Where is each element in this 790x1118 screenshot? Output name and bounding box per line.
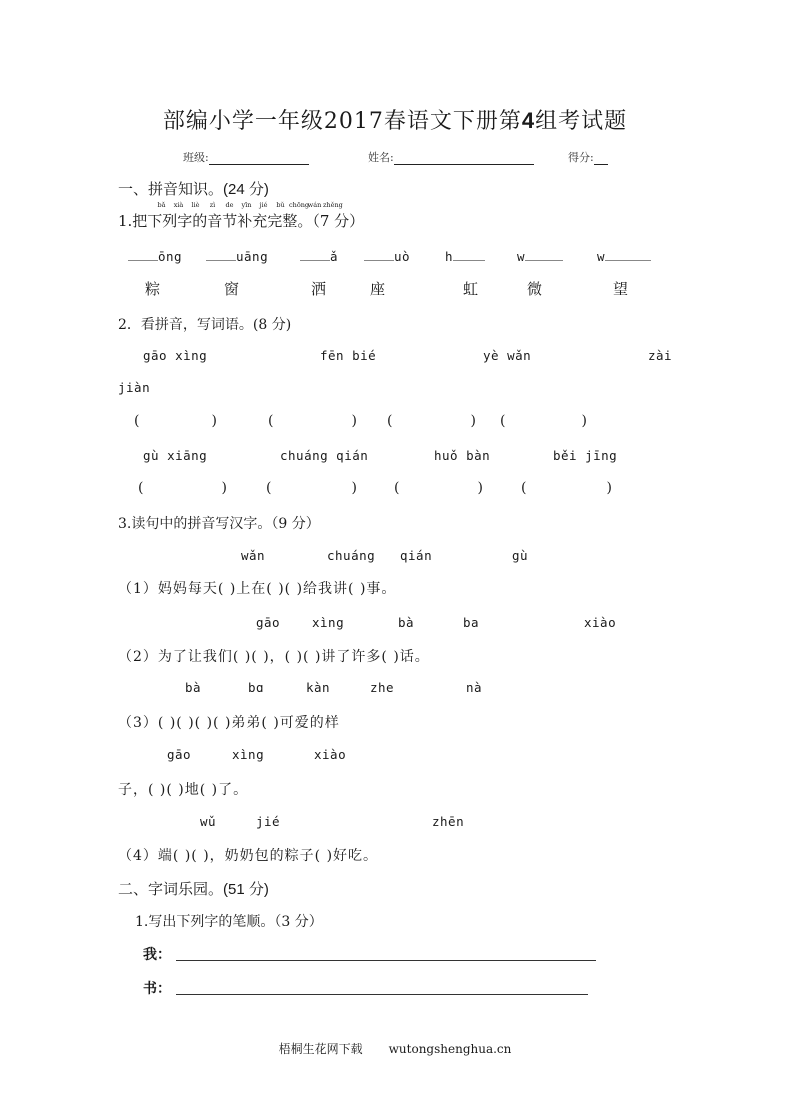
q2-answer-2[interactable]: ( ) [268,413,357,429]
title-suffix: 组考试题 [535,109,628,134]
class-blank[interactable] [209,152,309,165]
q1-item-3-char: 洒 [311,280,327,298]
footer [0,1040,790,1057]
section1-heading: 一、拼音知识。(24 分) [118,181,269,198]
q3-s1-pinyin-2: chuáng [327,548,376,563]
q3-s2-pinyin-3: bà [398,615,415,630]
q2-pinyin-3: yè wǎn [483,348,532,363]
q3-text: 3.读句中的拼音写汉字。（9 分） [118,516,320,532]
title-prefix: 部编小学一年级2017春语文下册第 [162,109,522,134]
q2-answer-6[interactable]: ( ) [266,480,357,496]
q2-answer-7[interactable]: ( ) [394,480,483,496]
q3-sentence-3b[interactable]: 子，( )( )地( )了。 [118,782,249,798]
score-label: 得分: [568,151,594,164]
q3-s3-pinyin-2: bɑ [248,680,265,695]
q1-item-1-pinyin[interactable]: ōng [128,248,182,264]
q2-pinyin-2: fēn bié [320,348,377,363]
score-field[interactable] [568,149,608,165]
q2-answer-8[interactable]: ( ) [521,480,612,496]
stroke-line-wo[interactable] [176,960,596,961]
q1-item-5-pinyin[interactable]: h [445,248,485,264]
q2-pinyin-4: zài [648,348,673,363]
q1-item-3-pinyin[interactable]: ǎ [300,248,338,264]
stroke-line-shu[interactable] [176,994,588,995]
q2-pinyin-8: běi jīng [553,448,618,463]
q2-pinyin-7: huǒ bàn [434,448,491,463]
section2-heading: 二、字词乐园。(51 分) [118,881,269,898]
q3-s2-pinyin-1: gāo [256,615,281,630]
q2-answer-5[interactable]: ( ) [138,480,227,496]
q2-text: 2．看拼音，写词语。(8 分) [118,317,292,333]
name-label: 姓名: [368,151,394,164]
q2-pinyin-4-wrap: jiàn [118,380,151,395]
q3-s1-pinyin-1: wǎn [241,548,266,563]
q1-item-7-pinyin[interactable]: w [597,248,651,264]
stroke-label-wo: 我： [143,947,171,963]
class-label: 班级: [183,151,209,164]
q3-s1-pinyin-3: qián [400,548,433,563]
score-blank[interactable] [594,152,608,165]
q3-s4-pinyin-3: zhēn [432,814,465,829]
q1-item-2-pinyin[interactable]: uāng [206,248,268,264]
q2-pinyin-6: chuáng qián [280,448,369,463]
q3-sentence-1[interactable]: （1）妈妈每天( )上在( )( )给我讲( )事。 [118,581,397,597]
q2-pinyin-1: gāo xìng [143,348,208,363]
page-title [0,104,790,135]
section2-q1-text: 1.写出下列字的笔顺。（3 分） [135,914,323,930]
q3-s3-pinyin-4: zhe [370,680,395,695]
footer-url: wutongshenghua.cn [388,1042,512,1056]
q1-ruby: bǎ xià liè zì de yīn jié bǔ chōngwán zhěng [157,201,343,209]
q1-item-6-char: 微 [527,280,543,298]
q3-s1-pinyin-4: gù [512,548,529,563]
q2-answer-3[interactable]: ( ) [387,413,476,429]
name-field[interactable] [368,149,534,165]
q3-sentence-3[interactable]: （3）( )( )( )( )弟弟( )可爱的样 [118,715,340,731]
footer-site-name: 梧桐生花网下载 [278,1042,363,1056]
q3-s3-pinyin-1: bà [185,680,202,695]
q1-item-7-char: 望 [613,280,629,298]
q3-s3b-pinyin-3: xiào [314,747,347,762]
q3-s3-pinyin-5: nà [466,680,483,695]
q3-sentence-4[interactable]: （4）端( )( )，奶奶包的粽子( )好吃。 [118,848,379,864]
q3-s2-pinyin-5: xiào [584,615,617,630]
q2-answer-4[interactable]: ( ) [500,413,587,429]
q3-s4-pinyin-1: wǔ [200,814,217,829]
q1-item-1-char: 粽 [145,280,161,298]
q1-text: 1.把下列字的音节补充完整。（7 分） [118,212,365,230]
q2-answer-1[interactable]: ( ) [134,413,217,429]
q3-s2-pinyin-4: ba [463,615,480,630]
name-blank[interactable] [394,152,534,165]
q3-s3b-pinyin-2: xìng [232,747,265,762]
q3-sentence-2[interactable]: （2）为了让我们( )( )，( )( )讲了许多( )话。 [118,649,430,665]
q3-s3b-pinyin-1: gāo [167,747,192,762]
q1-item-2-char: 窗 [224,280,240,298]
q3-s2-pinyin-2: xìng [312,615,345,630]
q3-s4-pinyin-2: jié [256,814,281,829]
q1-item-4-char: 座 [370,280,386,298]
q2-pinyin-5: gù xiāng [143,448,208,463]
q3-s3-pinyin-3: kàn [306,680,331,695]
q1-item-5-char: 虹 [463,280,479,298]
title-number: 4 [521,108,536,133]
class-field[interactable] [183,149,309,165]
stroke-label-shu: 书： [143,981,171,997]
q1-item-4-pinyin[interactable]: uò [364,248,410,264]
q1-item-6-pinyin[interactable]: w [517,248,563,264]
